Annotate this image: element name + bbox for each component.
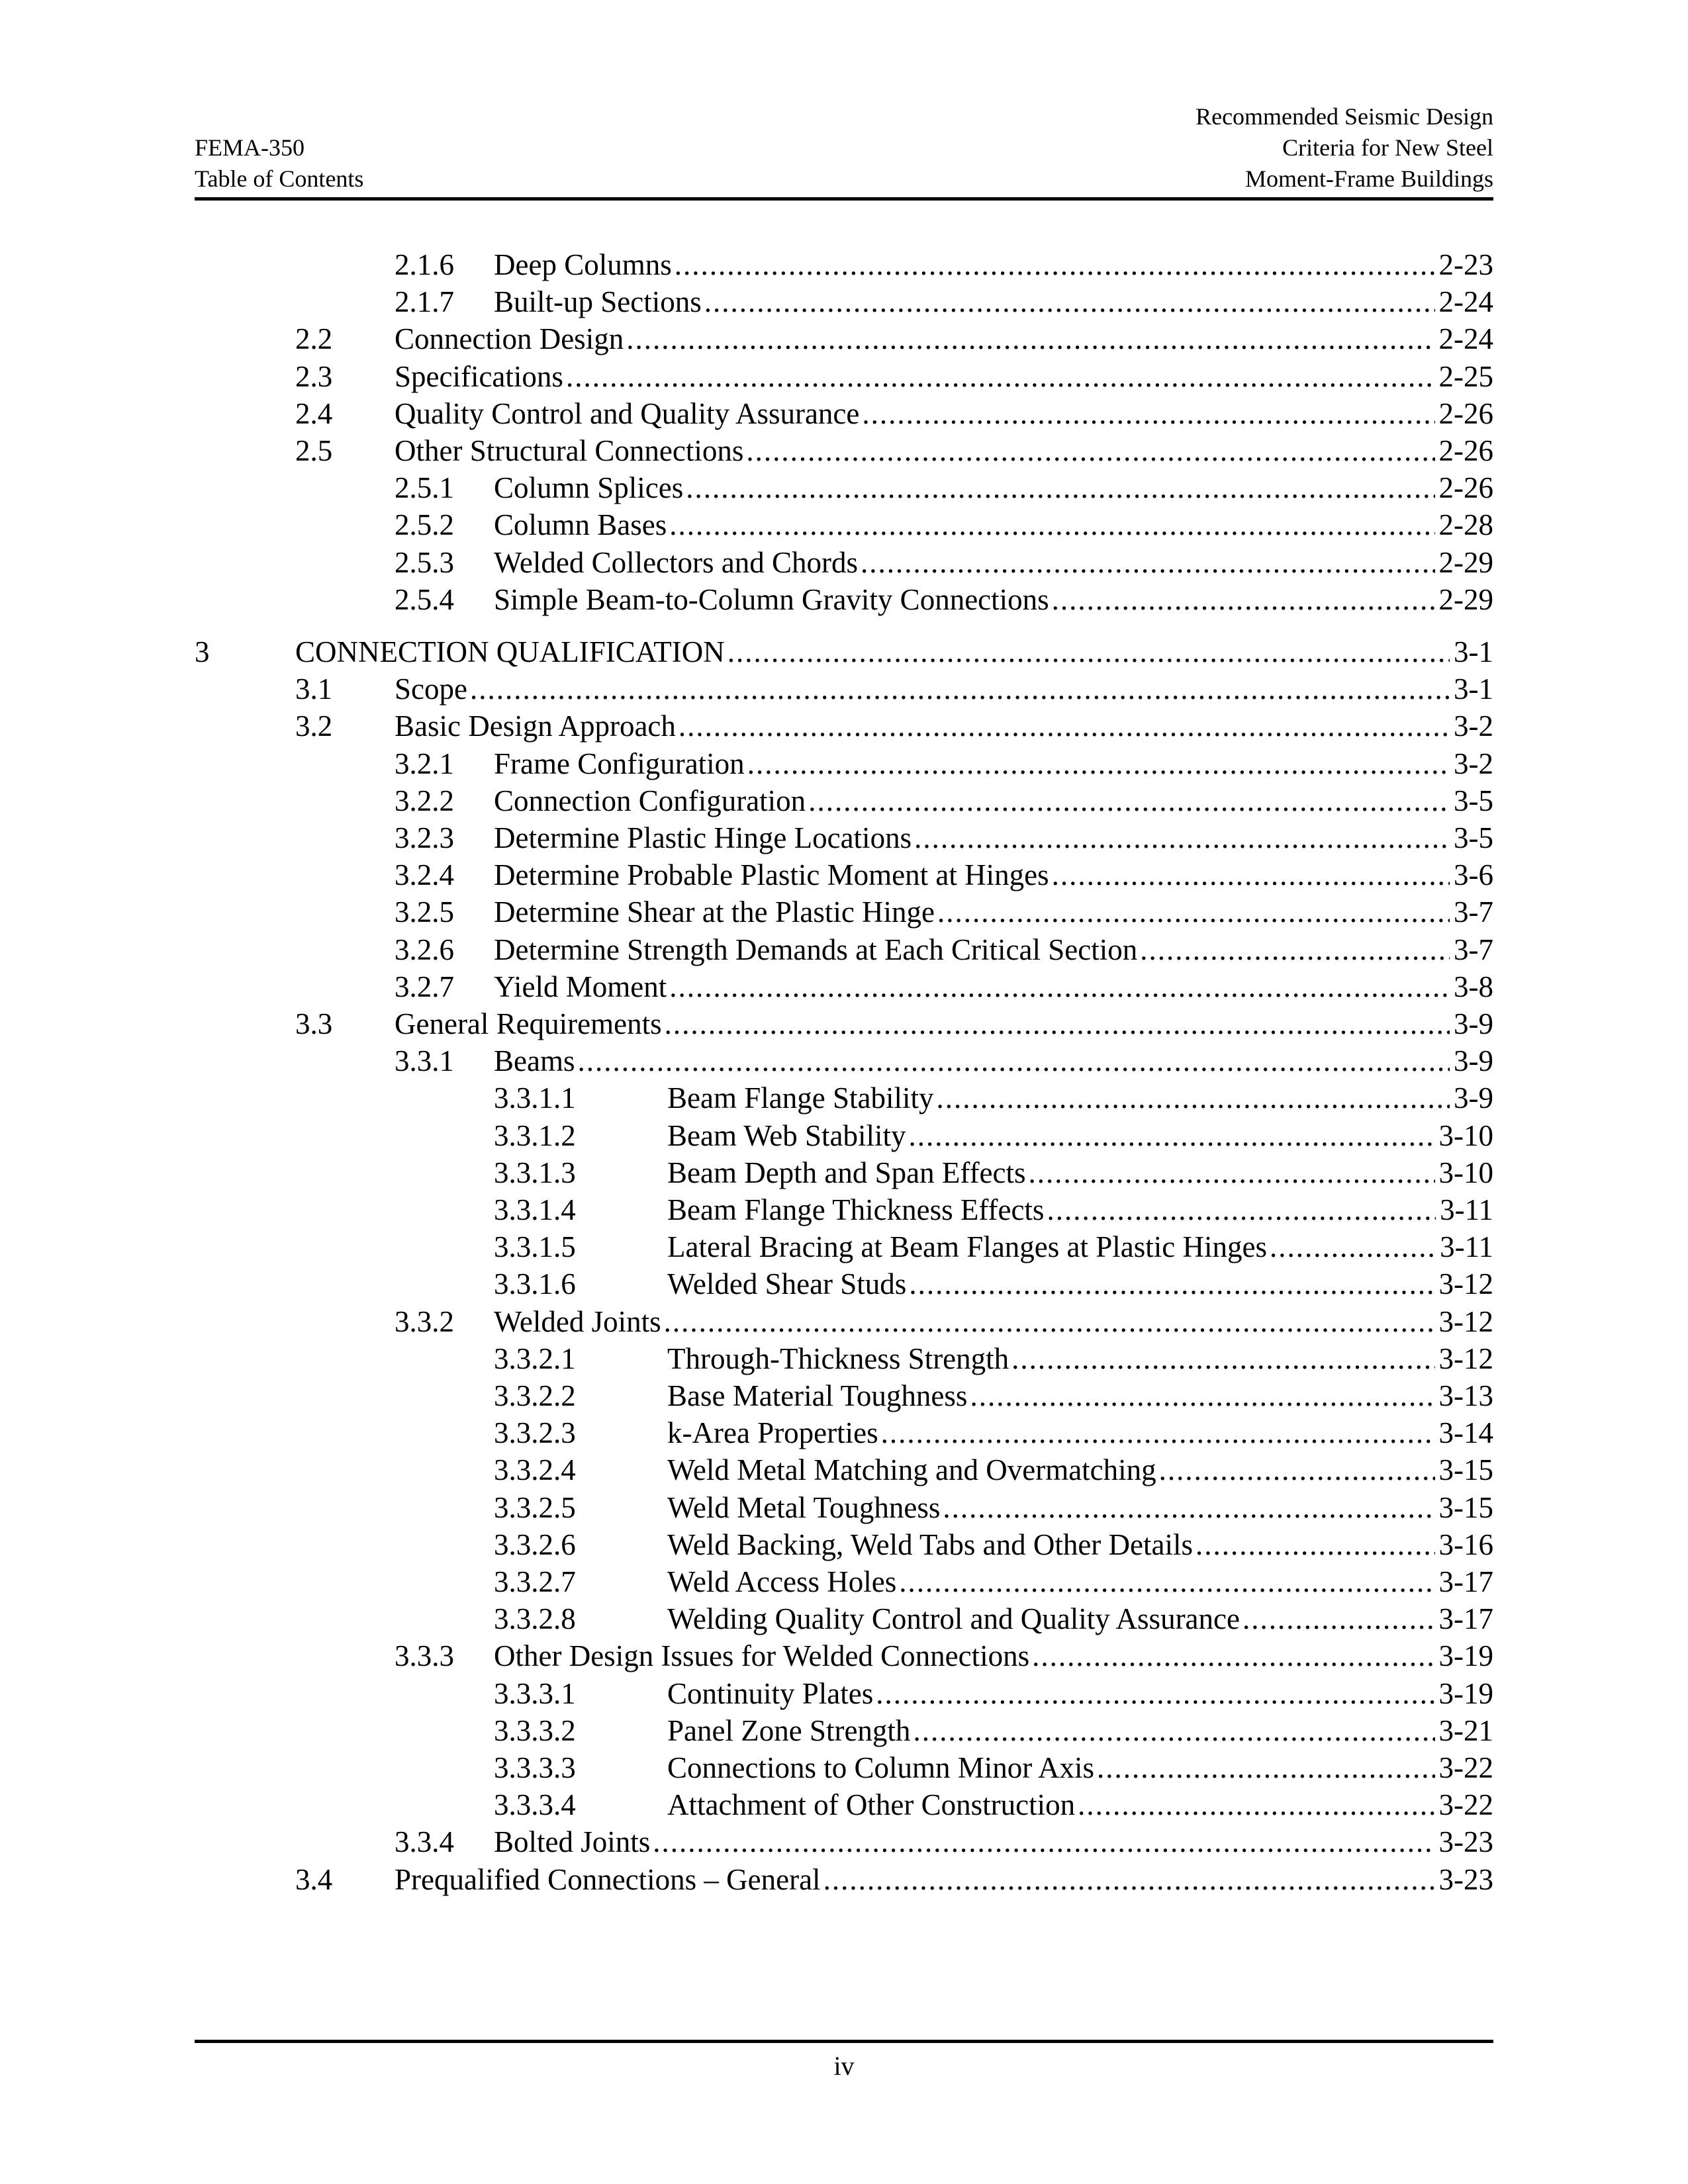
document-id: FEMA-350 bbox=[195, 134, 305, 161]
toc-entry-number: 3.2.1 bbox=[395, 747, 454, 780]
toc-entry-title: Determine Probable Plastic Moment at Hinges bbox=[494, 855, 1052, 895]
toc-entry-number: 3.3.2.3 bbox=[494, 1416, 576, 1450]
toc-entry-page: 3-7 bbox=[1450, 892, 1493, 932]
toc-entry-number: 3.3.2 bbox=[395, 1304, 454, 1338]
toc-entry-number: 3.2.2 bbox=[395, 784, 454, 817]
toc-entry-number: 3.3 bbox=[295, 1007, 333, 1040]
toc-entry-line bbox=[494, 744, 1493, 784]
page-number: iv bbox=[833, 2051, 855, 2081]
toc-entry-line bbox=[667, 1785, 1493, 1825]
dot-leader bbox=[1196, 1525, 1434, 1565]
toc-entry-line bbox=[494, 468, 1493, 508]
dot-leader bbox=[861, 543, 1434, 582]
toc-entry-number: 2.5.1 bbox=[395, 471, 454, 505]
dot-leader bbox=[470, 669, 1450, 709]
toc-entry-title: Beams bbox=[494, 1041, 577, 1081]
dot-leader bbox=[747, 744, 1450, 784]
toc-entry-number: 2.4 bbox=[295, 396, 333, 430]
dot-leader bbox=[1270, 1227, 1436, 1267]
toc-entry[interactable] bbox=[195, 1711, 1493, 1751]
dot-leader bbox=[669, 967, 1450, 1007]
dot-leader bbox=[899, 1562, 1434, 1602]
toc-entry-line bbox=[667, 1227, 1493, 1267]
toc-entry-number: 3.3.3.3 bbox=[494, 1751, 576, 1784]
toc-entry-number: 3.3.1.5 bbox=[494, 1230, 576, 1264]
toc-entry-number: 3.3.1.6 bbox=[494, 1267, 576, 1301]
toc-entry-page: 3-12 bbox=[1435, 1339, 1494, 1379]
dot-leader bbox=[909, 1116, 1435, 1156]
toc-entry-title: Other Structural Connections bbox=[395, 431, 746, 471]
toc-entry-number: 3.3.2.1 bbox=[494, 1342, 576, 1375]
header-right bbox=[1196, 101, 1493, 195]
toc-entry[interactable] bbox=[195, 855, 1493, 895]
toc-entry-title: Weld Metal Matching and Overmatching bbox=[667, 1450, 1159, 1490]
toc-entry-page: 2-24 bbox=[1435, 282, 1494, 322]
toc-entry-line bbox=[494, 245, 1493, 285]
toc-entry-page: 3-17 bbox=[1435, 1562, 1494, 1602]
toc-entry-line bbox=[494, 543, 1493, 582]
toc-entry[interactable] bbox=[195, 1302, 1493, 1342]
toc-entry-number: 2.5.3 bbox=[395, 545, 454, 579]
toc-entry-page: 3-7 bbox=[1450, 930, 1493, 970]
toc-entry[interactable] bbox=[195, 1116, 1493, 1156]
toc-entry-title: Beam Flange Stability bbox=[667, 1078, 936, 1118]
toc-entry-line bbox=[667, 1562, 1493, 1602]
dot-leader bbox=[808, 781, 1450, 821]
toc-entry-number: 3.3.1 bbox=[395, 1044, 454, 1078]
doc-title-line-2: Criteria for New Steel bbox=[1282, 134, 1493, 161]
toc-entry-page: 3-9 bbox=[1450, 1004, 1493, 1044]
toc-entry-page: 3-11 bbox=[1436, 1227, 1493, 1267]
toc-entry-title: Lateral Bracing at Beam Flanges at Plastic Hinges bbox=[667, 1227, 1270, 1267]
toc-entry-title: Panel Zone Strength bbox=[667, 1711, 913, 1751]
toc-entry-line bbox=[494, 505, 1493, 545]
toc-entry-title: Beam Web Stability bbox=[667, 1116, 909, 1156]
section-label: Table of Contents bbox=[195, 165, 364, 192]
toc-entry-page: 3-10 bbox=[1435, 1153, 1494, 1193]
toc-entry-number: 3.2.3 bbox=[395, 821, 454, 854]
toc-entry-line bbox=[667, 1376, 1493, 1416]
toc-entry-number: 3 bbox=[195, 635, 210, 668]
toc-entry-page: 3-10 bbox=[1435, 1116, 1494, 1156]
toc-entry-line bbox=[494, 282, 1493, 322]
dot-leader bbox=[665, 1004, 1450, 1044]
toc-entry-title: Basic Design Approach bbox=[395, 706, 679, 746]
dot-leader bbox=[937, 892, 1450, 932]
toc-entry-line bbox=[395, 1860, 1493, 1899]
toc-entry[interactable] bbox=[195, 744, 1493, 784]
toc-entry-line bbox=[667, 1748, 1493, 1788]
dot-leader bbox=[936, 1078, 1450, 1118]
toc-entry-page: 2-24 bbox=[1435, 319, 1494, 359]
toc-entry-page: 3-23 bbox=[1435, 1860, 1494, 1899]
toc-entry-number: 2.5.4 bbox=[395, 582, 454, 616]
toc-entry-page: 3-9 bbox=[1450, 1078, 1493, 1118]
toc-entry-title: Connection Design bbox=[395, 319, 626, 359]
doc-title-line-3: Moment-Frame Buildings bbox=[1245, 165, 1493, 192]
toc-entry[interactable] bbox=[195, 1004, 1493, 1044]
toc-entry-page: 3-12 bbox=[1435, 1264, 1494, 1304]
toc-entry-title: CONNECTION QUALIFICATION bbox=[295, 632, 727, 672]
toc-entry-title: Beam Flange Thickness Effects bbox=[667, 1190, 1047, 1230]
toc-entry[interactable] bbox=[195, 930, 1493, 970]
toc-entry-line bbox=[494, 930, 1493, 970]
toc-entry-page: 3-13 bbox=[1435, 1376, 1494, 1416]
toc-entry-page: 3-8 bbox=[1450, 967, 1493, 1007]
toc-entry-title: Beam Depth and Span Effects bbox=[667, 1153, 1029, 1193]
toc-entry-line bbox=[667, 1525, 1493, 1565]
dot-leader bbox=[881, 1413, 1435, 1453]
header-left bbox=[195, 132, 363, 195]
toc-entry-line bbox=[494, 1636, 1493, 1676]
toc-entry-title: Welded Shear Studs bbox=[667, 1264, 909, 1304]
toc-entry-page: 3-12 bbox=[1435, 1302, 1494, 1342]
toc-entry-page: 3-6 bbox=[1450, 855, 1493, 895]
toc-entry-page: 3-2 bbox=[1450, 744, 1493, 784]
toc-entry-page: 3-9 bbox=[1450, 1041, 1493, 1081]
toc-entry-title: Built-up Sections bbox=[494, 282, 704, 322]
doc-title-line-1: Recommended Seismic Design bbox=[1196, 103, 1493, 130]
toc-entry-number: 2.5.2 bbox=[395, 508, 454, 542]
toc-entry-title: Yield Moment bbox=[494, 967, 669, 1007]
toc-entry-number: 3.3.1.2 bbox=[494, 1118, 576, 1152]
toc-entry-title: Welded Joints bbox=[494, 1302, 664, 1342]
dot-leader bbox=[664, 1302, 1435, 1342]
toc-entry-number: 3.1 bbox=[295, 672, 333, 706]
toc-entry-title: Weld Metal Toughness bbox=[667, 1488, 943, 1527]
toc-entry-page: 3-22 bbox=[1435, 1785, 1494, 1825]
toc-entry-title: Determine Shear at the Plastic Hinge bbox=[494, 892, 937, 932]
toc-entry-line bbox=[667, 1413, 1493, 1453]
toc-entry-number: 2.5 bbox=[295, 434, 333, 467]
toc-entry[interactable] bbox=[195, 1822, 1493, 1862]
toc-entry-number: 3.3.3 bbox=[395, 1639, 454, 1673]
toc-entry-line bbox=[395, 1004, 1493, 1044]
toc-entry-page: 3-1 bbox=[1450, 669, 1493, 709]
toc-entry-number: 3.4 bbox=[295, 1862, 333, 1896]
toc-entry-page: 3-2 bbox=[1450, 706, 1493, 746]
toc-entry-number: 3.2.5 bbox=[395, 895, 454, 929]
toc-entry-title: Prequalified Connections – General bbox=[395, 1860, 823, 1899]
toc-entry-number: 3.3.2.5 bbox=[494, 1490, 576, 1524]
toc-entry-number: 3.3.1.3 bbox=[494, 1156, 576, 1189]
dot-leader bbox=[1029, 1153, 1435, 1193]
toc-entry-title: Connection Configuration bbox=[494, 781, 808, 821]
toc-entry-title: Simple Beam-to-Column Gravity Connections bbox=[494, 580, 1052, 619]
toc-entry-title: Deep Columns bbox=[494, 245, 675, 285]
dot-leader bbox=[913, 1711, 1434, 1751]
toc-entry-number: 3.2.4 bbox=[395, 858, 454, 892]
toc-entry-title: Frame Configuration bbox=[494, 744, 747, 784]
dot-leader bbox=[1140, 930, 1450, 970]
toc-entry-number: 3.3.3.4 bbox=[494, 1788, 576, 1822]
toc-entry-number: 3.3.2.4 bbox=[494, 1453, 576, 1487]
toc-entry-number: 2.1.7 bbox=[395, 285, 454, 319]
toc-entry[interactable] bbox=[195, 1562, 1493, 1602]
toc-entry-page: 3-19 bbox=[1435, 1674, 1494, 1713]
toc-entry-number: 3.3.2.6 bbox=[494, 1527, 576, 1561]
dot-leader bbox=[679, 706, 1450, 746]
toc-entry-line bbox=[395, 319, 1493, 359]
dot-leader bbox=[675, 245, 1435, 285]
toc-entry-line bbox=[667, 1078, 1493, 1118]
dot-leader bbox=[1032, 1636, 1434, 1676]
toc-entry[interactable] bbox=[195, 1153, 1493, 1193]
toc-entry[interactable] bbox=[195, 1041, 1493, 1081]
dot-leader bbox=[1052, 855, 1450, 895]
toc-entry[interactable] bbox=[195, 543, 1493, 582]
dot-leader bbox=[704, 282, 1435, 322]
toc-entry-line bbox=[494, 580, 1493, 619]
toc-entry-line bbox=[494, 818, 1493, 858]
toc-entry-number: 2.3 bbox=[295, 359, 333, 393]
toc-entry-title: Scope bbox=[395, 669, 470, 709]
dot-leader bbox=[1243, 1599, 1435, 1639]
toc-entry-page: 2-26 bbox=[1435, 431, 1494, 471]
toc-entry-number: 2.2 bbox=[295, 322, 333, 356]
toc-entry-line bbox=[494, 967, 1493, 1007]
toc-entry-title: Through-Thickness Strength bbox=[667, 1339, 1011, 1379]
toc-entry[interactable] bbox=[195, 468, 1493, 508]
toc-entry-line bbox=[295, 632, 1493, 672]
toc-entry-number: 3.2.7 bbox=[395, 970, 454, 1003]
toc-entry[interactable] bbox=[195, 245, 1493, 285]
dot-leader bbox=[746, 431, 1434, 471]
toc-entry-line bbox=[494, 1822, 1493, 1862]
toc-entry[interactable] bbox=[195, 1227, 1493, 1267]
toc-entry-title: Continuity Plates bbox=[667, 1674, 876, 1713]
toc-entry-line bbox=[667, 1488, 1493, 1527]
toc-entry[interactable] bbox=[195, 1860, 1493, 1899]
dot-leader bbox=[1078, 1785, 1434, 1825]
toc-entry[interactable] bbox=[195, 1636, 1493, 1676]
toc-entry-page: 2-23 bbox=[1435, 245, 1494, 285]
toc-entry[interactable] bbox=[195, 357, 1493, 396]
dot-leader bbox=[577, 1041, 1450, 1081]
toc-entry-line bbox=[395, 357, 1493, 396]
toc-entry-page: 3-21 bbox=[1435, 1711, 1494, 1751]
toc-entry-title: Column Bases bbox=[494, 505, 669, 545]
toc-entry-line bbox=[494, 1041, 1493, 1081]
toc-entry-title: Bolted Joints bbox=[494, 1822, 653, 1862]
toc-entry-page: 3-19 bbox=[1435, 1636, 1494, 1676]
toc-entry-line bbox=[667, 1711, 1493, 1751]
toc-entry[interactable] bbox=[195, 505, 1493, 545]
page-header bbox=[195, 93, 1493, 201]
toc-entry-title: Determine Plastic Hinge Locations bbox=[494, 818, 914, 858]
dot-leader bbox=[1011, 1339, 1434, 1379]
toc-entry-line bbox=[395, 431, 1493, 471]
toc-entry[interactable] bbox=[195, 632, 1493, 672]
dot-leader bbox=[626, 319, 1434, 359]
toc-entry-number: 3.2.6 bbox=[395, 933, 454, 966]
toc-entry-line bbox=[667, 1450, 1493, 1490]
toc-entry[interactable] bbox=[195, 1599, 1493, 1639]
toc-entry-number: 3.3.3.1 bbox=[494, 1676, 576, 1710]
dot-leader bbox=[909, 1264, 1434, 1304]
toc-entry[interactable] bbox=[195, 1748, 1493, 1788]
toc-entry-page: 2-25 bbox=[1435, 357, 1494, 396]
toc-entry[interactable] bbox=[195, 1450, 1493, 1490]
toc-entry-page: 3-15 bbox=[1435, 1488, 1494, 1527]
toc-entry-page: 3-5 bbox=[1450, 781, 1493, 821]
toc-entry[interactable] bbox=[195, 282, 1493, 322]
toc-entry-line bbox=[667, 1190, 1493, 1230]
toc-entry-line bbox=[667, 1674, 1493, 1713]
toc-entry-title: Connections to Column Minor Axis bbox=[667, 1748, 1097, 1788]
dot-leader bbox=[727, 632, 1450, 672]
dot-leader bbox=[653, 1822, 1434, 1862]
toc-entry-number: 3.3.1.1 bbox=[494, 1081, 576, 1115]
toc-entry-title: Determine Strength Demands at Each Critical Section bbox=[494, 930, 1140, 970]
toc-entry[interactable] bbox=[195, 818, 1493, 858]
toc-entry-title: Column Splices bbox=[494, 468, 686, 508]
toc-entry[interactable] bbox=[195, 669, 1493, 709]
toc-entry-page: 3-11 bbox=[1436, 1190, 1493, 1230]
toc-entry-line bbox=[494, 781, 1493, 821]
toc-entry[interactable] bbox=[195, 1264, 1493, 1304]
toc-entry-title: Weld Backing, Weld Tabs and Other Details bbox=[667, 1525, 1196, 1565]
toc-entry-page: 3-5 bbox=[1450, 818, 1493, 858]
footer-rule bbox=[195, 2040, 1493, 2043]
toc-entry-page: 3-17 bbox=[1435, 1599, 1494, 1639]
toc-entry-page: 3-1 bbox=[1450, 632, 1493, 672]
dot-leader bbox=[669, 505, 1434, 545]
toc-entry[interactable] bbox=[195, 1413, 1493, 1453]
dot-leader bbox=[1052, 580, 1435, 619]
toc-entry-number: 3.2 bbox=[295, 709, 333, 743]
dot-leader bbox=[686, 468, 1434, 508]
toc-entry-line bbox=[395, 669, 1493, 709]
toc-entry-title: Weld Access Holes bbox=[667, 1562, 899, 1602]
toc-entry-line bbox=[395, 394, 1493, 433]
toc-entry-line bbox=[395, 706, 1493, 746]
toc-entry-title: General Requirements bbox=[395, 1004, 665, 1044]
toc-entry-line bbox=[494, 1302, 1493, 1342]
toc-entry-page: 2-28 bbox=[1435, 505, 1494, 545]
toc-entry-title: Quality Control and Quality Assurance bbox=[395, 394, 862, 433]
toc-entry-page: 2-29 bbox=[1435, 543, 1494, 582]
toc-entry[interactable] bbox=[195, 1488, 1493, 1527]
toc-entry-number: 2.1.6 bbox=[395, 248, 454, 281]
toc-entry-line bbox=[667, 1153, 1493, 1193]
dot-leader bbox=[943, 1488, 1434, 1527]
toc-entry-line bbox=[667, 1599, 1493, 1639]
toc-entry[interactable] bbox=[195, 1376, 1493, 1416]
toc-entry[interactable] bbox=[195, 892, 1493, 932]
toc-entry-title: Welded Collectors and Chords bbox=[494, 543, 861, 582]
toc-entry-page: 3-22 bbox=[1435, 1748, 1494, 1788]
toc-entry-page: 2-29 bbox=[1435, 580, 1494, 619]
toc-entry-number: 3.3.3.2 bbox=[494, 1713, 576, 1747]
toc-entry-line bbox=[494, 892, 1493, 932]
dot-leader bbox=[914, 818, 1450, 858]
dot-leader bbox=[823, 1860, 1435, 1899]
toc-entry-number: 3.3.1.4 bbox=[494, 1193, 576, 1226]
toc-entry[interactable] bbox=[195, 431, 1493, 471]
toc-entry-title: Other Design Issues for Welded Connections bbox=[494, 1636, 1032, 1676]
toc-entry[interactable] bbox=[195, 1339, 1493, 1379]
toc-entry[interactable] bbox=[195, 1785, 1493, 1825]
toc-entry-line bbox=[667, 1339, 1493, 1379]
toc-entry[interactable] bbox=[195, 706, 1493, 746]
dot-leader bbox=[1159, 1450, 1435, 1490]
dot-leader bbox=[1047, 1190, 1436, 1230]
toc-entry-number: 3.3.2.8 bbox=[494, 1602, 576, 1636]
toc-entry-page: 3-15 bbox=[1435, 1450, 1494, 1490]
toc-entry[interactable] bbox=[195, 580, 1493, 619]
toc-entry-page: 3-23 bbox=[1435, 1822, 1494, 1862]
toc-entry[interactable] bbox=[195, 394, 1493, 433]
toc-entry[interactable] bbox=[195, 1525, 1493, 1565]
toc-entry-page: 3-16 bbox=[1435, 1525, 1494, 1565]
toc-entry-title: Base Material Toughness bbox=[667, 1376, 970, 1416]
toc-entry-title: Attachment of Other Construction bbox=[667, 1785, 1078, 1825]
toc-entry[interactable] bbox=[195, 781, 1493, 821]
toc-entry-page: 2-26 bbox=[1435, 468, 1494, 508]
dot-leader bbox=[876, 1674, 1434, 1713]
toc-entry-title: Welding Quality Control and Quality Assurance bbox=[667, 1599, 1243, 1639]
toc-entry-number: 3.3.2.7 bbox=[494, 1565, 576, 1598]
toc-entry-title: Specifications bbox=[395, 357, 566, 396]
toc-entry-line bbox=[494, 855, 1493, 895]
dot-leader bbox=[566, 357, 1435, 396]
toc-entry[interactable] bbox=[195, 319, 1493, 359]
toc-entry[interactable] bbox=[195, 1078, 1493, 1118]
toc-entry-title: k-Area Properties bbox=[667, 1413, 881, 1453]
toc-entry-number: 3.3.2.2 bbox=[494, 1379, 576, 1412]
toc-entry[interactable] bbox=[195, 1190, 1493, 1230]
toc-entry-page: 2-26 bbox=[1435, 394, 1494, 433]
dot-leader bbox=[862, 394, 1434, 433]
toc-entry[interactable] bbox=[195, 967, 1493, 1007]
dot-leader bbox=[970, 1376, 1434, 1416]
toc-entry[interactable] bbox=[195, 1674, 1493, 1713]
toc-entry-line bbox=[667, 1264, 1493, 1304]
toc-entry-number: 3.3.4 bbox=[395, 1825, 454, 1859]
toc-entry-line bbox=[667, 1116, 1493, 1156]
dot-leader bbox=[1097, 1748, 1434, 1788]
toc-entry-page: 3-14 bbox=[1435, 1413, 1494, 1453]
